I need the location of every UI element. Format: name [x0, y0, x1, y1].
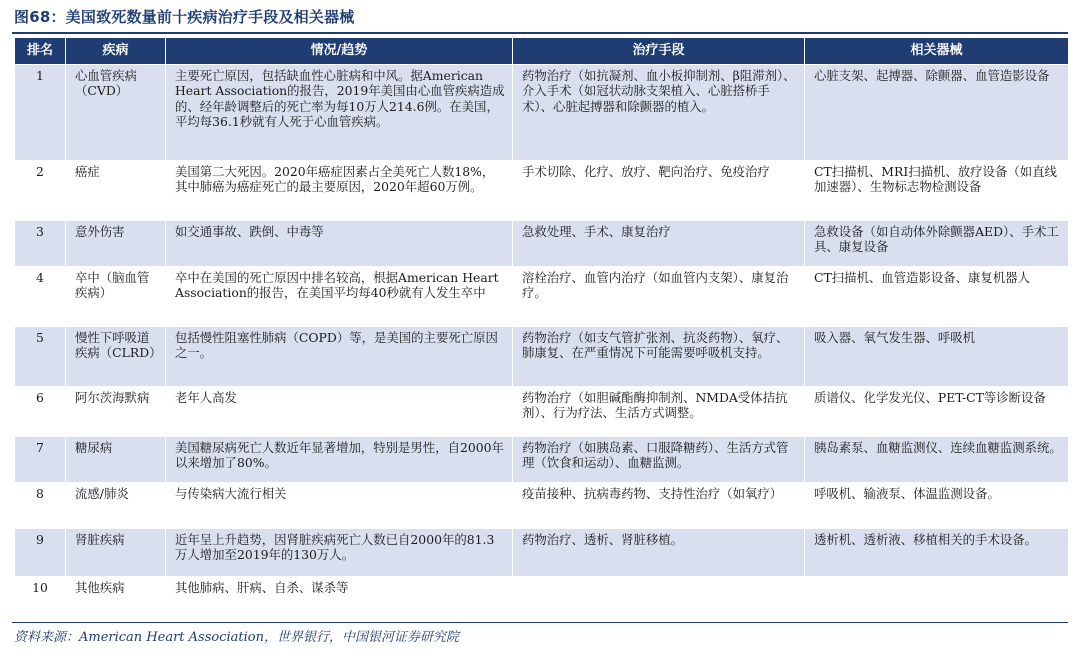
situation-cell: 如交通事故、跌倒、中毒等 [166, 221, 513, 267]
situation-cell: 老年人高发 [166, 387, 513, 437]
rank-cell: 8 [15, 483, 66, 529]
disease-cell: 意外伤害 [66, 221, 166, 267]
situation-cell: 卒中在美国的死亡原因中排名较高，根据American Heart Association的报告，在美国平均每40秒就有人发生卒中 [166, 267, 513, 327]
treatment-cell: 急救处理、手术、康复治疗 [513, 221, 805, 267]
table-row [15, 437, 1069, 483]
rank-cell: 5 [15, 327, 66, 387]
table-header-row [15, 38, 1069, 65]
rank-cell: 9 [15, 529, 66, 577]
treatment-cell: 疫苗接种、抗病毒药物、支持性治疗（如氧疗） [513, 483, 805, 529]
source-divider [12, 622, 1068, 623]
situation-cell: 美国第二大死因。2020年癌症因素占全美死亡人数18%，其中肺癌为癌症死亡的最主要原因，2020年超60万例。 [166, 161, 513, 221]
table-row [15, 327, 1069, 387]
devices-cell: 透析机、透析液、移植相关的手术设备。 [805, 529, 1069, 577]
treatment-cell: 药物治疗、透析、肾脏移植。 [513, 529, 805, 577]
table-row [15, 529, 1069, 577]
table-row [15, 483, 1069, 529]
treatment-cell: 药物治疗（如支气管扩张剂、抗炎药物）、氧疗、肺康复、在严重情况下可能需要呼吸机支持。 [513, 327, 805, 387]
header-disease: 疾病 [66, 38, 166, 65]
header-treatment: 治疗手段 [513, 38, 805, 65]
header-rank: 排名 [15, 38, 66, 65]
rank-cell: 2 [15, 161, 66, 221]
devices-cell: CT扫描机、MRI扫描机、放疗设备（如直线加速器）、生物标志物检测设备 [805, 161, 1069, 221]
table-row [15, 221, 1069, 267]
devices-cell: 质谱仪、化学发光仪、PET-CT等诊断设备 [805, 387, 1069, 437]
rank-cell: 6 [15, 387, 66, 437]
source-note: 资料来源：American Heart Association，世界银行，中国银河证券研究院 [14, 630, 459, 645]
disease-cell: 阿尔茨海默病 [66, 387, 166, 437]
devices-cell: 呼吸机、输液泵、体温监测设备。 [805, 483, 1069, 529]
rank-cell: 10 [15, 577, 66, 609]
rank-cell: 3 [15, 221, 66, 267]
treatment-cell: 药物治疗（如胰岛素、口服降糖药）、生活方式管理（饮食和运动）、血糖监测。 [513, 437, 805, 483]
table-row [15, 267, 1069, 327]
header-situation: 情况/趋势 [166, 38, 513, 65]
disease-cell: 卒中（脑血管疾病） [66, 267, 166, 327]
treatment-cell [513, 577, 805, 609]
rank-cell: 7 [15, 437, 66, 483]
treatment-cell: 手术切除、化疗、放疗、靶向治疗、免疫治疗 [513, 161, 805, 221]
disease-cell: 其他疾病 [66, 577, 166, 609]
disease-cell: 糖尿病 [66, 437, 166, 483]
disease-cell: 慢性下呼吸道疾病（CLRD） [66, 327, 166, 387]
devices-cell: 吸入器、氧气发生器、呼吸机 [805, 327, 1069, 387]
table-row [15, 161, 1069, 221]
rank-cell: 4 [15, 267, 66, 327]
disease-cell: 癌症 [66, 161, 166, 221]
table-row [15, 577, 1069, 609]
situation-cell: 近年呈上升趋势，因肾脏疾病死亡人数已自2000年的81.3万人增加至2019年的130万人。 [166, 529, 513, 577]
situation-cell: 与传染病大流行相关 [166, 483, 513, 529]
table-row [15, 387, 1069, 437]
disease-cell: 流感/肺炎 [66, 483, 166, 529]
situation-cell: 主要死亡原因，包括缺血性心脏病和中风。据American Heart Association的报告，2019年美国由心血管疾病造成的、经年龄调整后的死亡率为每10万人214.6例。在美国，平均每36.1秒就有人死于心血管疾病。 [166, 65, 513, 161]
table-row [15, 65, 1069, 161]
devices-cell: 急救设备（如自动体外除颤器AED）、手术工具、康复设备 [805, 221, 1069, 267]
devices-cell: CT扫描机、血管造影设备、康复机器人 [805, 267, 1069, 327]
devices-cell: 心脏支架、起搏器、除颤器、血管造影设备 [805, 65, 1069, 161]
devices-cell: 胰岛素泵、血糖监测仪、连续血糖监测系统。 [805, 437, 1069, 483]
situation-cell: 美国糖尿病死亡人数近年显著增加，特别是男性，自2000年以来增加了80%。 [166, 437, 513, 483]
disease-cell: 肾脏疾病 [66, 529, 166, 577]
disease-cell: 心血管疾病（CVD） [66, 65, 166, 161]
treatment-cell: 药物治疗（如抗凝剂、血小板抑制剂、β阻滞剂）、介入手术（如冠状动脉支架植入、心脏搭桥手术）、心脏起搏器和除颤器的植入。 [513, 65, 805, 161]
header-devices: 相关器械 [805, 38, 1069, 65]
situation-cell: 包括慢性阻塞性肺病（COPD）等，是美国的主要死亡原因之一。 [166, 327, 513, 387]
figure-title: 图68：美国致死数量前十疾病治疗手段及相关器械 [14, 8, 355, 26]
disease-table [14, 37, 1069, 609]
treatment-cell: 药物治疗（如胆碱酯酶抑制剂、NMDA受体拮抗剂）、行为疗法、生活方式调整。 [513, 387, 805, 437]
title-divider [12, 32, 1068, 34]
devices-cell [805, 577, 1069, 609]
treatment-cell: 溶栓治疗、血管内治疗（如血管内支架）、康复治疗。 [513, 267, 805, 327]
situation-cell: 其他肺病、肝病、自杀、谋杀等 [166, 577, 513, 609]
rank-cell: 1 [15, 65, 66, 161]
